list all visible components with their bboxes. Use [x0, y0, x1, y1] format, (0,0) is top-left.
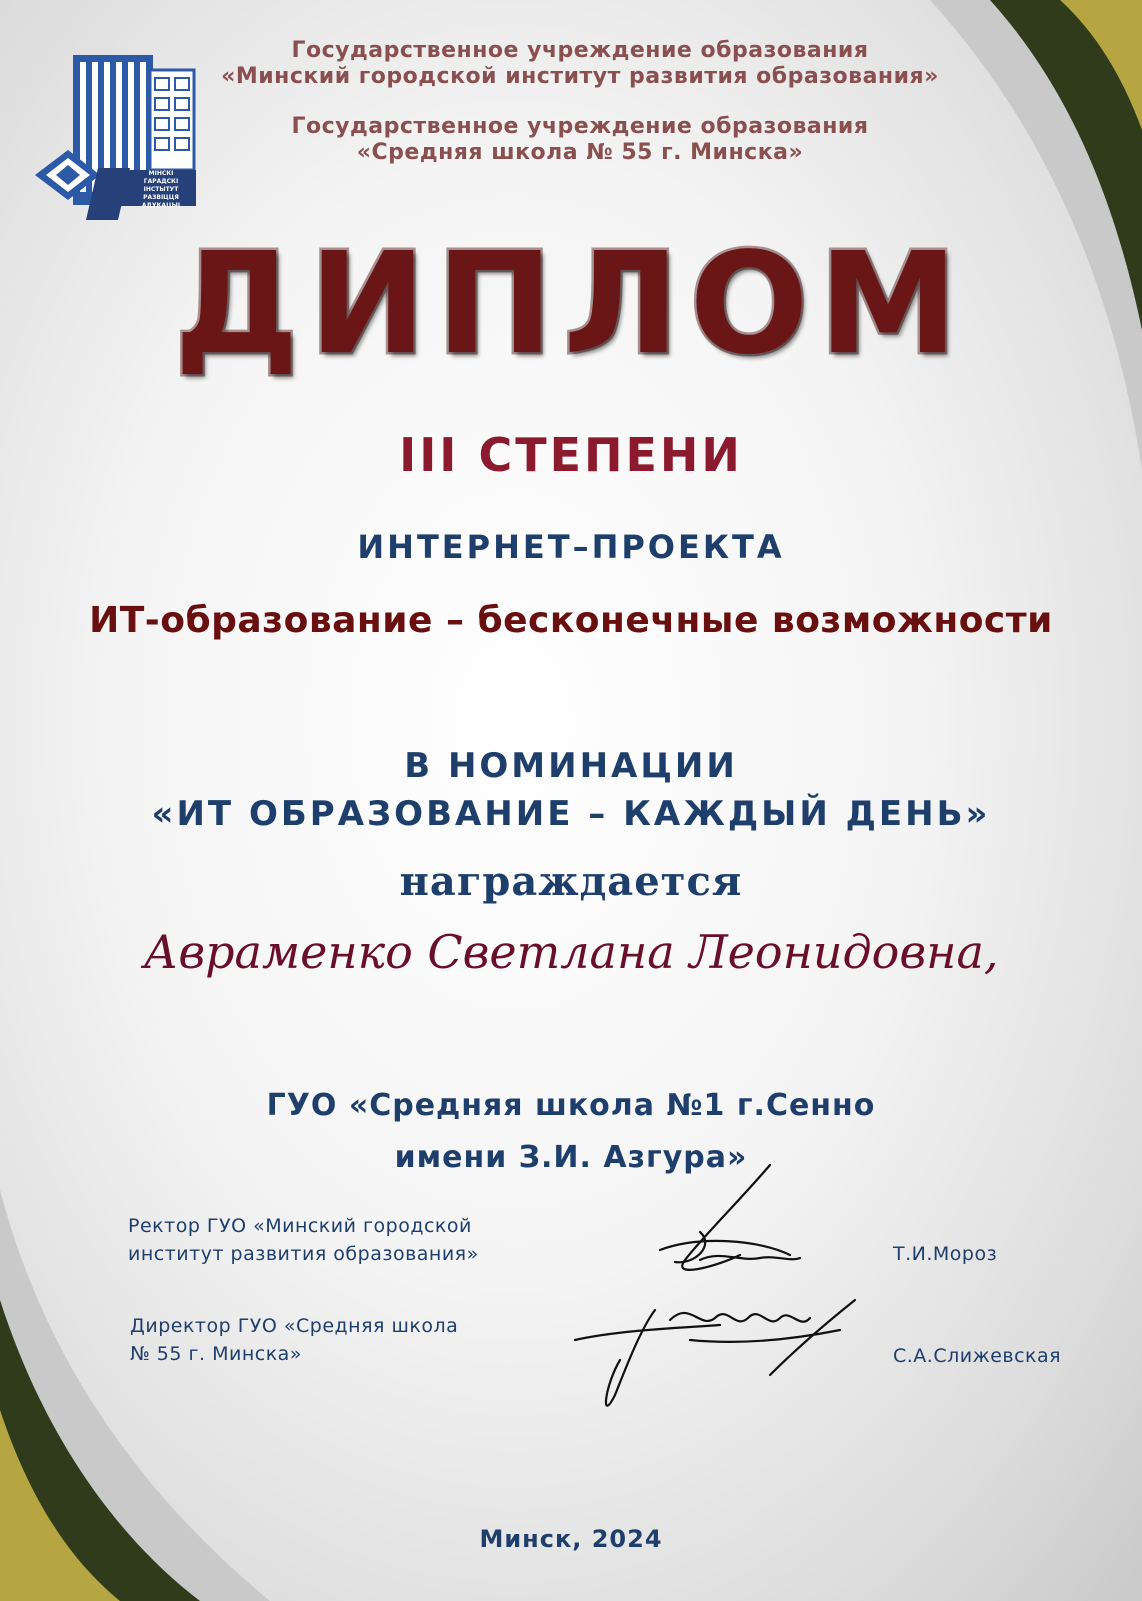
institution1-line1: Государственное учреждение образования	[291, 38, 869, 63]
nomination-line1: В НОМИНАЦИИ	[404, 746, 738, 786]
diploma-degree: III СТЕПЕНИ	[399, 428, 743, 482]
project-name: ИТ-образование – бесконечные возможности	[89, 600, 1053, 641]
rector-title-line2: институт развития образования»	[128, 1243, 479, 1265]
director-title-line2: № 55 г. Минска»	[130, 1343, 302, 1365]
rector-name: Т.И.Мороз	[893, 1243, 998, 1265]
director-title	[130, 1312, 570, 1368]
header-institution1	[210, 38, 950, 90]
logo-caption-line1: МІНСКІ	[148, 170, 174, 177]
diploma-title: ДИПЛОМ	[174, 223, 968, 386]
director-title-line1: Директор ГУО «Средняя школа	[130, 1315, 459, 1337]
institution2-line2: «Средняя школа № 55 г. Минска»	[356, 140, 804, 165]
header-institution2	[210, 114, 950, 166]
director-signature	[575, 1300, 855, 1406]
logo-caption	[126, 170, 196, 210]
rector-title	[128, 1212, 568, 1268]
school-line2: имени З.И. Азгура»	[394, 1140, 748, 1175]
city-year: Минск, 2024	[479, 1525, 663, 1553]
recipient-name: Авраменко Светлана Леонидовна,	[143, 925, 999, 979]
project-label: ИНТЕРНЕТ–ПРОЕКТА	[357, 528, 785, 566]
recipient-school	[0, 1080, 1142, 1184]
logo-caption-line2: ГАРАДСКІ ІНСТЫТУТ	[143, 178, 179, 193]
awarded-text: награждается	[399, 858, 743, 905]
rector-title-line1: Ректор ГУО «Минский городской	[128, 1215, 472, 1237]
institution2-line1: Государственное учреждение образования	[291, 114, 869, 139]
school-line1: ГУО «Средняя школа №1 г.Сенно	[266, 1088, 876, 1123]
logo-caption-line3: РАЗВІЦЦЯ АДУКАЦЫІ	[141, 194, 181, 209]
nomination-line2: «ИТ ОБРАЗОВАНИЕ – КАЖДЫЙ ДЕНЬ»	[151, 794, 991, 834]
institution1-line2: «Минский городской институт развития образования»	[221, 64, 939, 89]
nomination	[0, 742, 1142, 838]
director-name: С.А.Слижевская	[893, 1345, 1062, 1367]
